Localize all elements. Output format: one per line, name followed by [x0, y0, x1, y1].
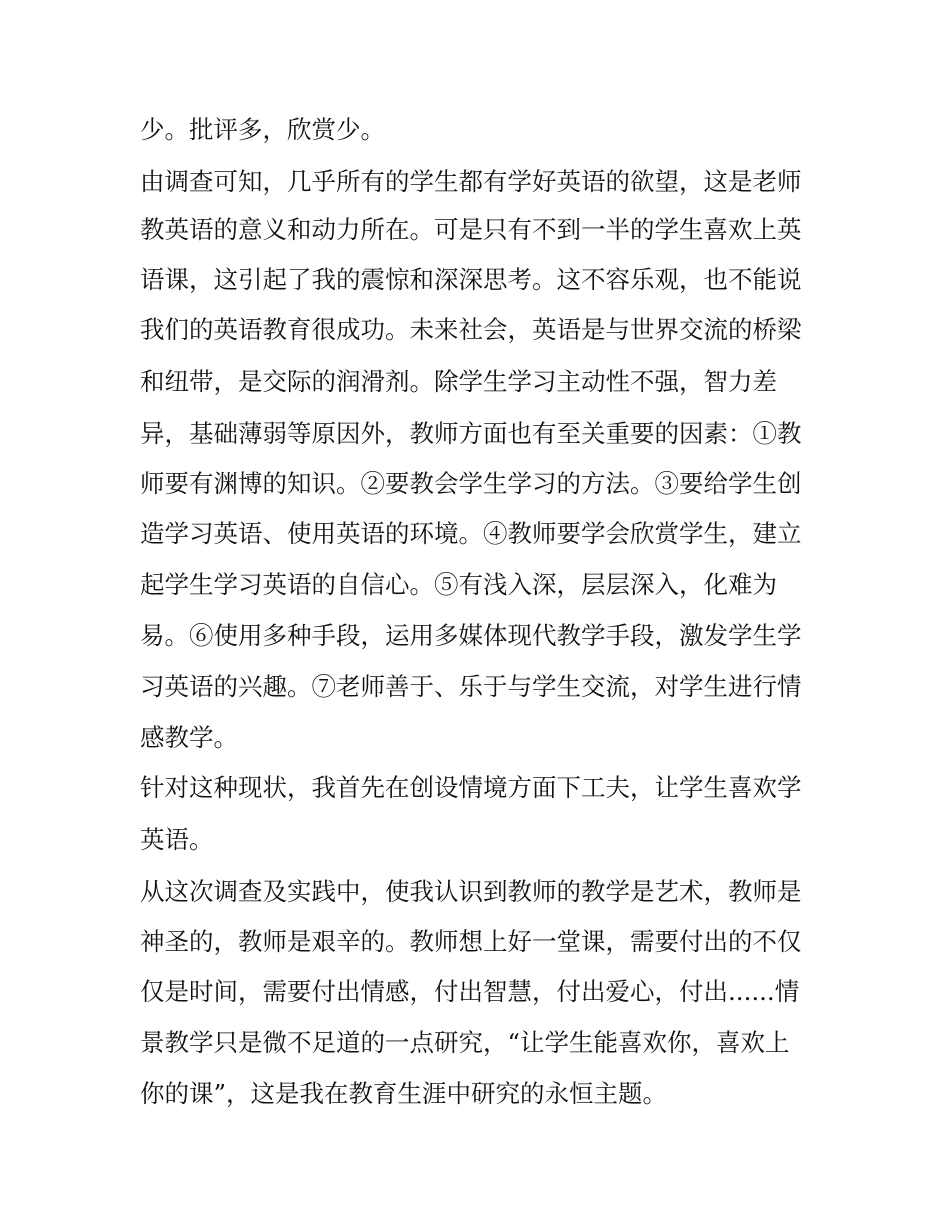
- text-line: 造学习英语、使用英语的环境。④教师要学会欣赏学生，建立: [140, 519, 802, 548]
- text-line: 异，基础薄弱等原因外，教师方面也有至关重要的因素：①教: [140, 419, 802, 448]
- text-line: 和纽带，是交际的润滑剂。除学生学习主动性不强，智力差: [140, 367, 777, 396]
- text-line: 从这次调查及实践中，使我认识到教师的教学是艺术，教师是: [140, 877, 802, 906]
- text-line: 由调查可知，几乎所有的学生都有学好英语的欲望，这是老师: [140, 167, 802, 196]
- text-line: 易。⑥使用多种手段，运用多媒体现代教学手段，激发学生学: [140, 621, 802, 650]
- text-line: 起学生学习英语的自信心。⑤有浅入深，层层深入，化难为: [140, 570, 777, 599]
- text-line: 感教学。: [140, 723, 238, 752]
- text-line: 少。批评多，欣赏少。: [140, 115, 385, 144]
- text-line: 你的课”，这是我在教育生涯中研究的永恒主题。: [140, 1079, 668, 1108]
- text-line: 神圣的，教师是艰辛的。教师想上好一堂课，需要付出的不仅: [140, 927, 802, 956]
- text-line: 教英语的意义和动力所在。可是只有不到一半的学生喜欢上英: [140, 215, 802, 244]
- text-line: 英语。: [140, 825, 214, 854]
- text-line: 语课，这引起了我的震惊和深深思考。这不容乐观，也不能说: [140, 265, 802, 294]
- text-line: 针对这种现状，我首先在创设情境方面下工夫，让学生喜欢学: [140, 773, 802, 802]
- text-line: 仅是时间，需要付出情感，付出智慧，付出爱心，付出......情: [140, 977, 800, 1006]
- text-line: 景教学只是微不足道的一点研究，“让学生能喜欢你，喜欢上: [140, 1028, 790, 1057]
- text-line: 师要有渊博的知识。②要教会学生学习的方法。③要给学生创: [140, 469, 802, 498]
- text-line: 习英语的兴趣。⑦老师善于、乐于与学生交流，对学生进行情: [140, 672, 802, 701]
- text-line: 我们的英语教育很成功。未来社会，英语是与世界交流的桥梁: [140, 315, 802, 344]
